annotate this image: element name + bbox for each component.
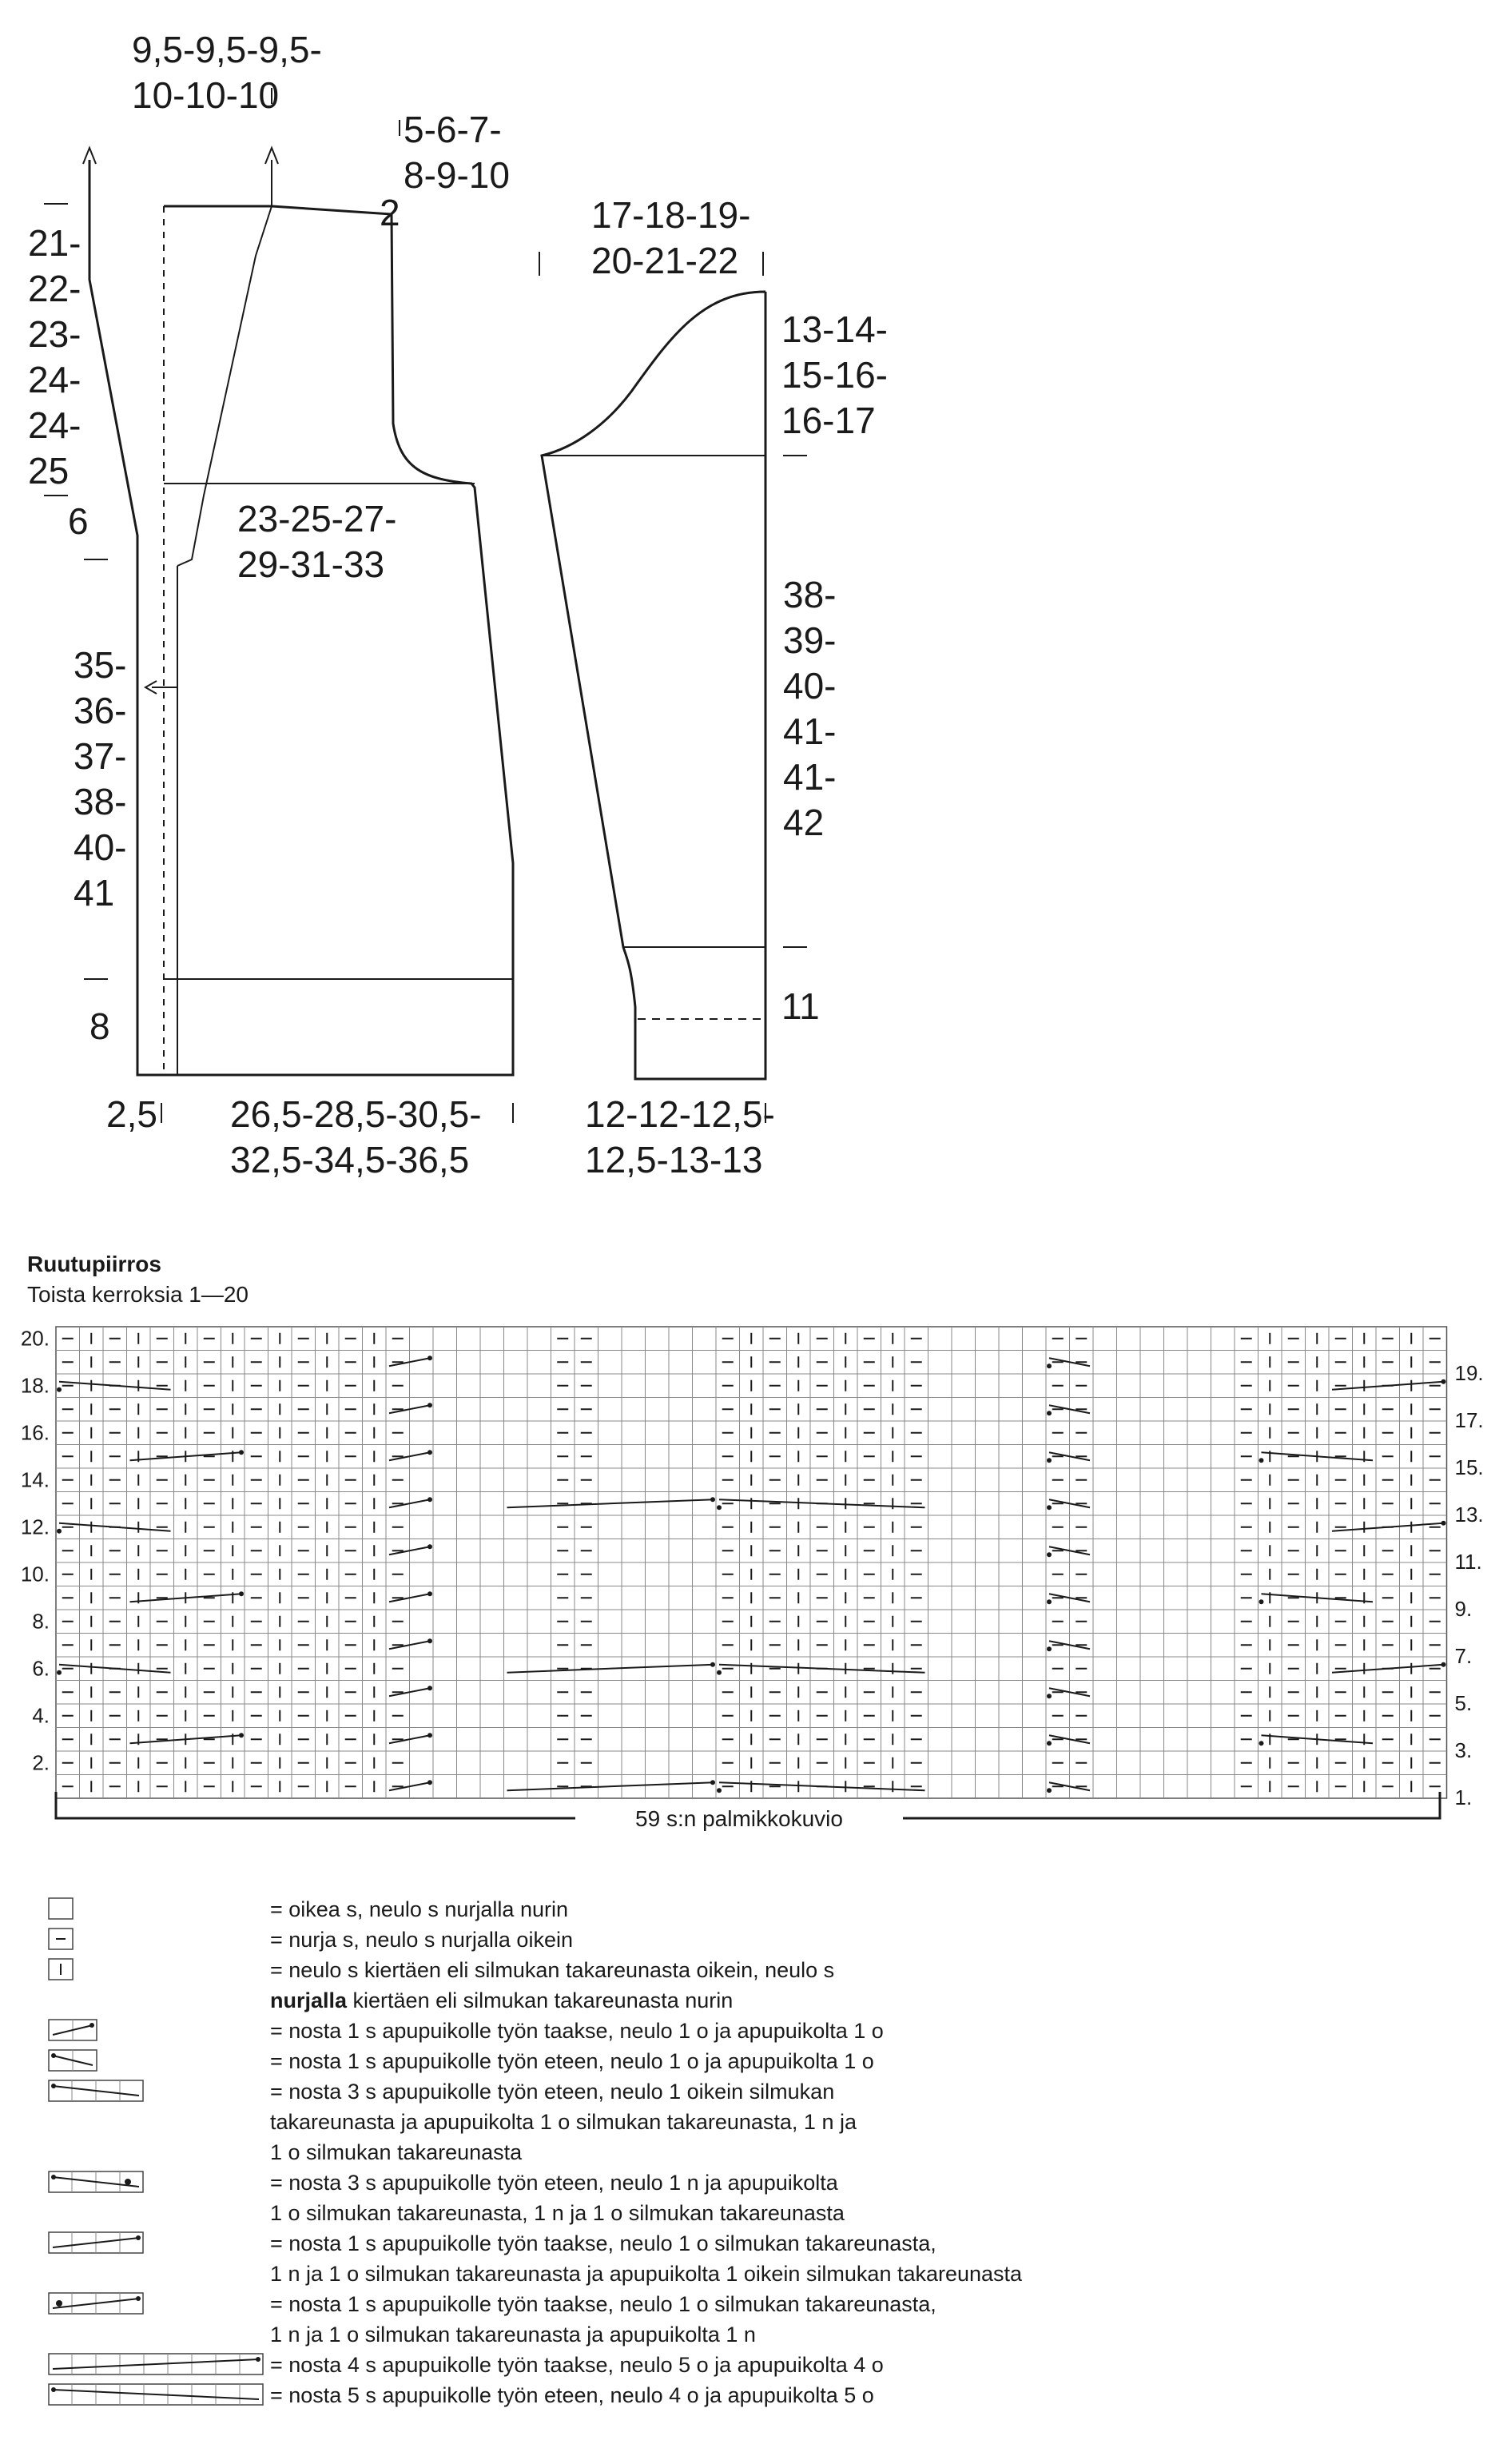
- row-label-left: 18.: [20, 1373, 50, 1398]
- label-neck-depth: 2: [380, 192, 400, 233]
- row-label-left: 10.: [20, 1562, 50, 1586]
- cable-chart: [0, 1215, 1503, 1870]
- row-label-right: 5.: [1454, 1691, 1473, 1716]
- row-label-left: 6.: [32, 1656, 50, 1681]
- row-label-right: 3.: [1454, 1738, 1473, 1763]
- label-side-offset: 6: [68, 500, 89, 542]
- legend-symbol-twisted: [48, 1958, 74, 1984]
- legend-text: = nosta 4 s apupuikolle työn taakse, neulo 5 o ja apupuikolta 4 o: [270, 2353, 884, 2377]
- label-rib-height: 8: [89, 1005, 110, 1047]
- row-label-right: 13.: [1454, 1503, 1484, 1527]
- legend-text: = nosta 5 s apupuikolle työn eteen, neulo 4 o ja apupuikolta 5 o: [270, 2383, 874, 2407]
- legend-symbol-c5f: [48, 2383, 264, 2410]
- label-shoulder-width: 9,5-9,5-9,5-10-10-10: [132, 29, 322, 116]
- label-cuff-width: 12-12-12,5-12,5-13-13: [585, 1093, 775, 1180]
- label-neck-width: 5-6-7-8-9-10: [404, 109, 510, 196]
- chart-grid: [56, 1327, 1447, 1798]
- chart-subtitle: Toista kerroksia 1—20: [27, 1282, 249, 1307]
- legend-text: = nosta 3 s apupuikolle työn eteen, neulo 1 n ja apupuikolta 1 o silmukan takareunasta, 1 n ja 1 o silmukan takareunasta: [270, 2171, 845, 2225]
- row-label-left: 4.: [32, 1703, 50, 1728]
- legend-symbol-c4b: [48, 2353, 264, 2379]
- row-label-right: 19.: [1454, 1361, 1484, 1386]
- legend-text: = nosta 1 s apupuikolle työn taakse, neulo 1 o ja apupuikolta 1 o: [270, 2019, 884, 2043]
- label-cap-height: 13-14-15-16-16-17: [781, 308, 888, 441]
- legend-symbol-c1b: [48, 2019, 97, 2045]
- label-cuff-height: 11: [781, 985, 820, 1027]
- body-outline: [89, 160, 513, 1075]
- sleeve-outline: [542, 292, 765, 1079]
- row-label-left: 20.: [20, 1326, 50, 1351]
- label-cap-width: 17-18-19-20-21-22: [591, 194, 751, 281]
- legend-text: = nurja s, neulo s nurjalla oikein: [270, 1928, 573, 1952]
- repeat-label: 59 s:n palmikkokuvio: [635, 1806, 843, 1831]
- row-label-left: 14.: [20, 1467, 50, 1492]
- legend-text: = neulo s kiertäen eli silmukan takareunasta oikein, neulo s nurjalla kiertäen eli silmukan takareunasta nurin: [270, 1958, 835, 2012]
- legend-text: = nosta 1 s apupuikolle työn taakse, neulo 1 o silmukan takareunasta, 1 n ja 1 o silmukan takareunasta ja apupuikolta 1 oikein silmukan takareunasta: [270, 2231, 1023, 2286]
- label-total-height: 21-22-23-24-24-25: [28, 222, 82, 492]
- row-label-right: 1.: [1454, 1785, 1473, 1810]
- legend-symbol-c3f: [48, 2080, 144, 2106]
- legend-text: = nosta 1 s apupuikolle työn taakse, neulo 1 o silmukan takareunasta, 1 n ja 1 o silmukan takareunasta ja apupuikolta 1 n: [270, 2292, 936, 2347]
- row-label-right: 9.: [1454, 1597, 1473, 1622]
- legend-text: = nosta 1 s apupuikolle työn eteen, neulo 1 o ja apupuikolta 1 o: [270, 2049, 874, 2073]
- legend: [0, 1894, 1503, 2454]
- legend-symbol-c1f: [48, 2049, 97, 2076]
- label-bottom-width: 26,5-28,5-30,5-32,5-34,5-36,5: [230, 1093, 482, 1180]
- legend-text: = oikea s, neulo s nurjalla nurin: [270, 1897, 568, 1921]
- garment-schematic: [0, 0, 1503, 1215]
- legend-text: = nosta 3 s apupuikolle työn eteen, neulo 1 oikein silmukan takareunasta ja apupuikolta 1 o silmukan takareunasta, 1 n ja 1 o silmukan takareunasta: [270, 2080, 857, 2164]
- chart-title: Ruutupiirros: [27, 1252, 161, 1276]
- row-label-left: 12.: [20, 1515, 50, 1539]
- label-sleeve-length: 38-39-40-41-41-42: [783, 574, 837, 843]
- legend-symbol-c1b-3-dot: [48, 2292, 144, 2319]
- label-armhole-height: 23-25-27-29-31-33: [237, 498, 397, 585]
- row-label-left: 16.: [20, 1420, 50, 1445]
- legend-symbol-empty: [48, 1897, 74, 1924]
- legend-symbol-c3f-dot: [48, 2171, 144, 2197]
- legend-symbol-c1b-3: [48, 2231, 144, 2258]
- label-side-band: 2,5: [106, 1093, 157, 1135]
- row-label-left: 8.: [32, 1609, 50, 1634]
- label-side-length: 35-36-37-38-40-41: [74, 644, 127, 914]
- row-label-right: 15.: [1454, 1455, 1484, 1480]
- row-label-right: 7.: [1454, 1644, 1473, 1669]
- row-label-right: 11.: [1454, 1550, 1482, 1574]
- row-label-left: 2.: [32, 1750, 50, 1775]
- row-label-right: 17.: [1454, 1408, 1484, 1433]
- legend-symbol-purl: [48, 1928, 74, 1954]
